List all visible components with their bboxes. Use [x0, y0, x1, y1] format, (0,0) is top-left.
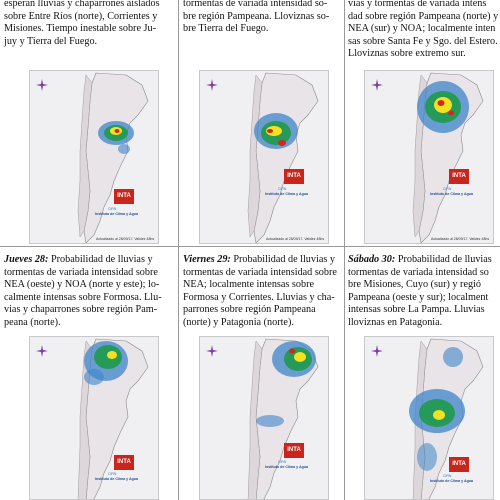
text-line: esperan lluvias y chaparrones aislados: [4, 0, 160, 9]
update-stamp: Actualizado al 28/09/17. Validez 48hs: [431, 237, 490, 241]
compass-icon: [206, 345, 218, 357]
day-label: Jueves 28:: [4, 254, 49, 265]
text-line: Probabilidad de lluvias: [395, 254, 492, 265]
cirn-label: CIRN: [108, 472, 117, 476]
rain-area: [294, 352, 306, 362]
rain-area: [448, 111, 454, 116]
text-line: sas sobre Santa Fe y Sgo. del Estero.: [348, 35, 498, 47]
forecast-text-saturday: [348, 254, 500, 330]
update-stamp: Actualizado al 28/09/17. Validez 48hs: [266, 237, 325, 241]
institute-label: Instituto de Clima y Agua: [95, 477, 138, 481]
rain-area: [256, 415, 284, 427]
text-line: parrones sobre región Pampeana: [183, 304, 316, 316]
precip-map-2: [199, 70, 329, 244]
compass-icon: [371, 345, 383, 357]
forecast-text-top-3: [348, 0, 500, 61]
institute-label: Instituto de Clima y Agua: [265, 465, 308, 469]
text-line: dad sobre región Pampeana (norte) y: [348, 10, 499, 22]
text-line: (norte) y Patagonia (norte).: [183, 316, 294, 328]
row-rule: [0, 246, 500, 247]
text-line: bre región Pampeana. Lloviznas so-: [183, 10, 330, 22]
forecast-text-thursday: [4, 254, 174, 330]
text-line: vias y tormentas de variada intens: [348, 0, 487, 9]
text-line: NEA (oeste) y NOA (norte y este); lo-: [4, 279, 160, 291]
inta-logo: INTA: [284, 443, 304, 458]
text-line: Misiones. Tiempo inestable sobre Ju-: [4, 23, 156, 35]
text-line: calmente intensas sobre Formosa. Llu-: [4, 291, 162, 303]
day-label: Sábado 30:: [348, 254, 396, 265]
institute-label: Instituto de Clima y Agua: [430, 479, 473, 483]
text-line: NEA (sur) y NOA; localmente inten: [348, 23, 496, 35]
rain-area: [84, 369, 104, 385]
inta-logo: INTA: [114, 189, 134, 204]
rain-area: [115, 129, 120, 133]
text-line: intensas sobre La Pampa. Lluvias: [348, 304, 485, 316]
cirn-label: CIRN: [443, 474, 452, 478]
land-outline: [254, 73, 318, 243]
inta-logo: INTA: [449, 169, 469, 184]
precip-map-3: [364, 70, 494, 244]
text-line: tormentas de variada intensidad sobre: [183, 266, 337, 278]
column-rule: [344, 0, 345, 500]
inta-logo: INTA: [284, 169, 304, 184]
compass-icon: [36, 345, 48, 357]
precip-map-5: [199, 336, 329, 500]
forecast-text-friday: [183, 254, 341, 330]
inta-logo: INTA: [449, 457, 469, 472]
cirn-label: CIRN: [278, 187, 287, 191]
rain-area: [433, 410, 445, 420]
text-line: tormentas de variada intensidad sobre: [4, 266, 158, 278]
argentina-map: [30, 71, 159, 244]
rain-area: [118, 144, 130, 154]
text-line: Pampeana (oeste y sur); localment: [348, 291, 489, 303]
rain-area: [438, 100, 445, 106]
compass-icon: [371, 79, 383, 91]
argentina-map: [365, 71, 494, 244]
text-line: tormentas de variada intensidad so-: [183, 0, 328, 9]
cirn-label: CIRN: [278, 460, 287, 464]
institute-label: Instituto de Clima y Agua: [265, 192, 308, 196]
argentina-map: [200, 71, 329, 244]
day-label: Viernes 29:: [183, 254, 231, 265]
text-line: peana (norte).: [4, 316, 61, 328]
text-line: lloviznas en Patagonia.: [348, 316, 443, 328]
argentina-map: [30, 337, 159, 500]
text-line: Formosa y Corrientes. Lluvias y cha-: [183, 291, 335, 303]
text-line: bre Misiones, Cuyo (sur) y regió: [348, 279, 481, 291]
inta-logo: INTA: [114, 455, 134, 470]
rain-area: [417, 443, 437, 471]
column-rule: [178, 0, 179, 500]
institute-label: Instituto de Clima y Agua: [95, 212, 138, 216]
text-line: Probabilidad de lluvias y: [48, 254, 153, 265]
text-line: vias y chaparrones sobre región Pam-: [4, 304, 158, 316]
text-line: juy y Tierra del Fuego.: [4, 35, 98, 47]
compass-icon: [36, 79, 48, 91]
text-line: Lloviznas sobre extremo sur.: [348, 48, 466, 60]
rain-area: [289, 349, 295, 354]
rain-area: [107, 351, 117, 359]
text-line: Probabilidad de lluvias y: [230, 254, 335, 265]
institute-label: Instituto de Clima y Agua: [430, 192, 473, 196]
rain-area: [278, 140, 286, 146]
cirn-label: CIRN: [108, 207, 117, 211]
forecast-text-top-1: [4, 0, 174, 48]
cirn-label: CIRN: [443, 187, 452, 191]
argentina-map: [200, 337, 329, 500]
precip-map-1: [29, 70, 159, 244]
argentina-map: [365, 337, 494, 500]
precip-map-4: [29, 336, 159, 500]
rain-area: [443, 347, 463, 367]
land-outline: [84, 73, 148, 243]
compass-icon: [206, 79, 218, 91]
precip-map-6: [364, 336, 494, 500]
update-stamp: Actualizado al 28/09/17. Validez 48hs: [96, 237, 155, 241]
rain-area: [267, 129, 273, 133]
text-line: sobre Entre Ríos (norte), Corrientes y: [4, 10, 158, 22]
text-line: NEA; localmente intensas sobre: [183, 279, 314, 291]
text-line: tormentas de variada intensidad so: [348, 266, 489, 278]
text-line: bre Tierra del Fuego.: [183, 23, 269, 35]
forecast-text-top-2: [183, 0, 341, 36]
